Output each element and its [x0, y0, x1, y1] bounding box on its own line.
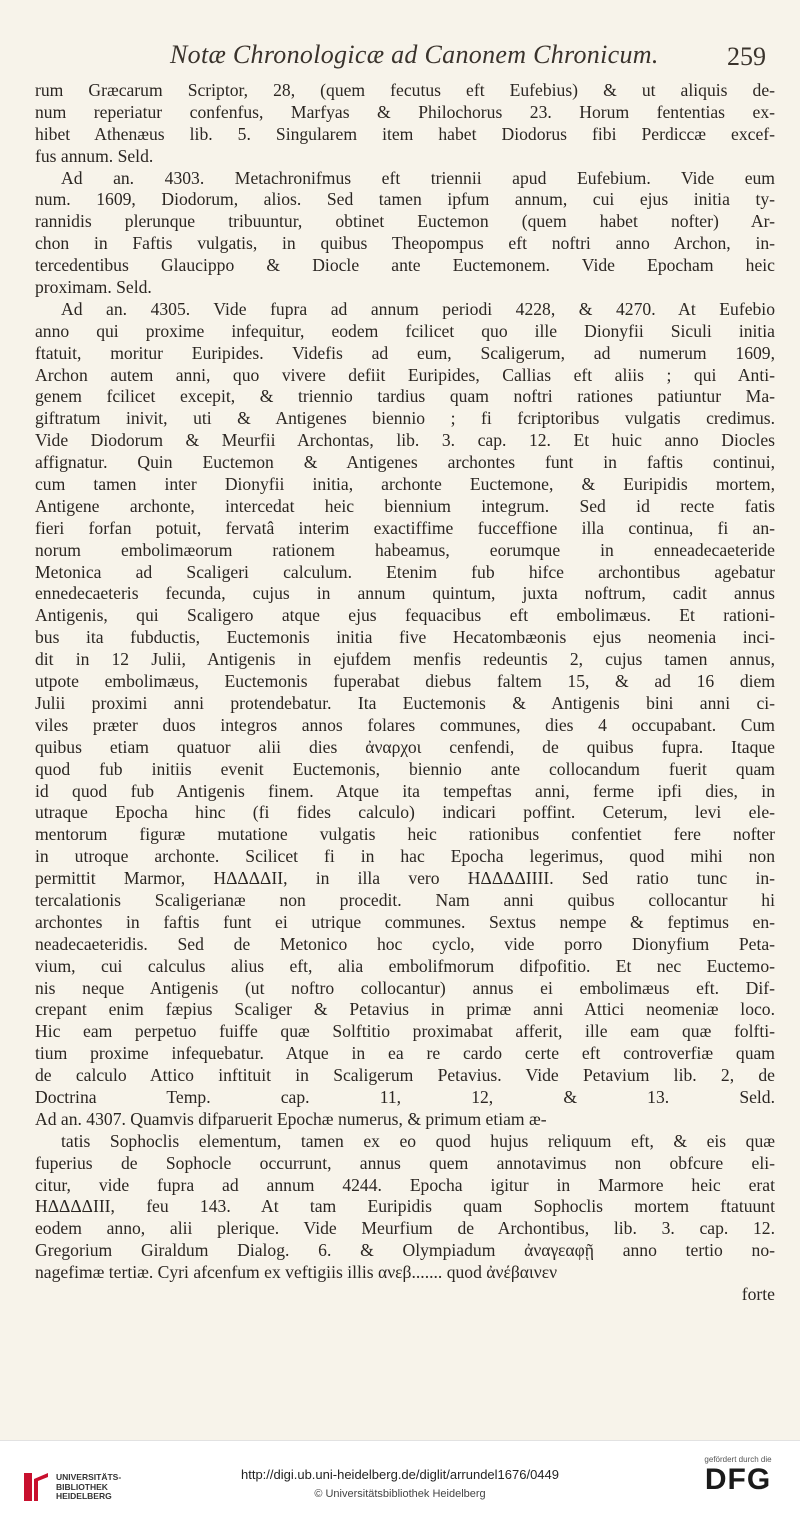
text-line: fieri forfan potuit, fervatâ interim exactiffime fucceffione illa continua, fi an-: [35, 517, 775, 538]
text-line: de calculo Attico inftituit in Scaligerum Petavius. Vide Petavium lib. 2, de: [35, 1065, 775, 1086]
text-line: viles præter duos integros annos folares communes, dies 4 occupabant. Cum: [35, 714, 775, 735]
text-line: num reperiatur confenfus, Marfyas & Philochorus 23. Horum fententias ex-: [35, 101, 775, 122]
text-line: neadecaeteridis. Sed de Metonico hoc cyclo, vide porro Dionyfium Peta-: [35, 933, 775, 954]
text-line: ftatuit, moritur Euripides. Videfis ad eum, Scaligerum, ad numerum 1609,: [35, 342, 775, 363]
text-line: tercalationis Scaligerianæ non procedit. Nam anni quibus collocantur hi: [35, 889, 775, 910]
text-line: quod fub initiis evenit Euctemonis, biennio ante collocandum fuerit quam: [35, 758, 775, 779]
text-line: chon in Faftis vulgatis, in quibus Theopompus eft noftri anno Archon, in-: [35, 233, 775, 254]
text-line: nagefimæ tertiæ. Cyri afcenfum ex veftigiis illis ανεβ....... quod ἀνέβαινεν: [35, 1262, 558, 1283]
text-line: norum embolimæorum rationem habeamus, eorumque in enneadecaeteride: [35, 539, 775, 560]
library-name: UNIVERSITÄTS- BIBLIOTHEK HEIDELBERG: [56, 1472, 122, 1502]
running-title: Notæ Chronologicæ ad Canonem Chronicum.: [170, 40, 659, 69]
text-line: anno qui proxime infequitur, eodem fcilicet quo ille Dionyfii Siculi initia: [35, 320, 775, 341]
text-line: ennedecaeteris fecunda, cujus in annum quintum, juxta noftrum, cadit annus: [35, 583, 775, 604]
text-line: Gregorium Giraldum Dialog. 6. & Olympiadum ἀναγεαφῇ anno tertio no-: [35, 1240, 775, 1261]
text-line: Ad an. 4307. Quamvis difparuerit Epochæ numerus, & primum etiam æ-: [35, 1108, 547, 1129]
text-line: cum tamen inter Dionyfii initia, archonte Euctemone, & Euripidis mortem,: [35, 474, 775, 495]
text-line: Ad an. 4303. Metachronifmus eft triennii apud Eufebium. Vide eum: [61, 167, 775, 188]
text-line: bus ita fubductis, Euctemonis initia five Hecatombæonis ejus neomenia inci-: [35, 627, 775, 648]
text-line: Antigenis, qui Scaligero atque ejus fequacibus eft embolimæus. Et rationi-: [35, 605, 775, 626]
text-line: vium, cui calculus alius eft, alia embolifmorum difpofitio. Et nec Euctemo-: [35, 955, 775, 976]
text-line: Ad an. 4305. Vide fupra ad annum periodi 4228, & 4270. At Eufebio: [61, 298, 775, 319]
dfg-logo[interactable]: [698, 1455, 778, 1507]
text-line: tercedentibus Glaucippo & Diocle ante Euctemonem. Vide Epocham heic: [35, 255, 775, 276]
running-head: [0, 30, 800, 70]
text-line: dit in 12 Julii, Antigenis in ejufdem menfis redeuntis 2, cujus tamen annus,: [35, 649, 775, 670]
text-line: id quod fub Antigenis finem. Atque ita tempeftas anni, ferme ipfi dies, in: [35, 780, 775, 801]
funder-caption: gefördert durch die: [704, 1455, 772, 1464]
text-line: citur, vide fupra ad annum 4244. Epocha igitur in Marmore heic erat: [35, 1174, 775, 1195]
page-number: 259: [727, 42, 766, 71]
text-line: forte: [741, 1283, 775, 1304]
body-text: [35, 80, 775, 1306]
text-line: num. 1609, Diodorum, alios. Sed tamen ipfum annum, cui ejus initia ty-: [35, 189, 775, 210]
text-line: fus annum. Seld.: [35, 145, 154, 166]
text-line: Hic eam perpetuo fuiffe quæ Solftitio proximabat afferit, ille eam quæ folfti-: [35, 1021, 775, 1042]
text-line: eodem anno, alii plerique. Vide Meurfium de Archontibus, lib. 3. cap. 12.: [35, 1218, 775, 1239]
text-line: tium proxime infequebatur. Atque in ea re cardo certe eft controverfiæ quam: [35, 1043, 775, 1064]
text-line: Vide Diodorum & Meurfii Archontas, lib. 3. cap. 12. Et huic anno Diocles: [35, 430, 775, 451]
text-line: mentorum figuræ mutatione vulgatis heic rationibus confentiet fere nofter: [35, 824, 775, 845]
text-line: crepant enim fæpius Scaliger & Petavius in primæ anni Attici neomeniæ loco.: [35, 999, 775, 1020]
text-line: archontes in faftis funt ei utrique communes. Sextus nempe & feptimus en-: [35, 911, 775, 932]
text-line: genem fcilicet excepit, & triennio tardius quam noftri rationes patiuntur Ma-: [35, 386, 775, 407]
text-line: rum Græcarum Scriptor, 28, (quem fecutus eft Eufebius) & ut aliquis de-: [35, 80, 775, 100]
text-line: Metonica ad Scaligeri calculum. Etenim fub hifce archontibus agebatur: [35, 561, 775, 582]
text-line: tatis Sophoclis elementum, tamen ex eo quod hujus reliquum eft, & eis quæ: [61, 1130, 775, 1151]
text-line: utpote embolimæus, Euctemonis fuperabat diebus faltem 15, & ad 16 diem: [35, 671, 775, 692]
text-line: Julii proximi anni protendebatur. Ita Euctemonis & Antigenis bini anni ci-: [35, 692, 775, 713]
permalink-link[interactable]: http://digi.ub.uni-heidelberg.de/diglit/arrundel1676/0449: [240, 1467, 559, 1482]
copyright-notice: © Universitätsbibliothek Heidelberg: [314, 1488, 486, 1500]
text-line: quibus etiam quatuor alii dies ἀναρχοι cenfendi, de quibus fupra. Itaque: [35, 736, 775, 757]
text-line: in utroque archonte. Scilicet fi in hac Epocha legerimus, quod mihi non: [35, 846, 775, 867]
text-line: nis neque Antigenis (ut noftro collocantur) annus ei embolimæus eft. Dif-: [35, 977, 775, 998]
text-line: Doctrina Temp. cap. 11, 12, & 13. Seld.: [35, 1086, 775, 1107]
text-line: Antigene archonte, intercedat heic biennium integrum. Sed id recte fatis: [35, 495, 775, 516]
text-line: hibet Athenæus lib. 5. Singularem item habet Diodorus fibi Perdiccæ excef-: [35, 123, 775, 144]
text-line: affignatur. Quin Euctemon & Antigenes archontes funt in faftis continui,: [35, 452, 775, 473]
footer-bar: [0, 1440, 800, 1518]
dfg-mark: DFG: [704, 1463, 772, 1496]
text-line: utraque Epocha hinc (fi fides calculo) indicari poffint. Ceterum, levi ele-: [35, 802, 775, 823]
text-line: proximam. Seld.: [35, 277, 152, 298]
text-line: fuperius de Sophocle occurrunt, annus quem annotavimus non obfcure eli-: [35, 1152, 775, 1173]
text-line: permittit Marmor, HΔΔΔΔΙΙ, in illa vero HΔΔΔΔΙΙΙΙ. Sed ratio tunc in-: [35, 868, 775, 889]
text-line: rannidis plerunque tribuuntur, obtinet Euctemon (quem habet nofter) Ar-: [35, 211, 775, 232]
text-line: HΔΔΔΔΙΙΙ, feu 143. At tam Euripidis quam Sophoclis mortem ftatuunt: [35, 1196, 775, 1217]
text-line: Archon autem anni, quo vivere defiit Euripides, Callias eft aliis ; qui Anti-: [35, 364, 775, 385]
text-line: giftratum inivit, uti & Antigenes biennio ; fi fcriptoribus vulgatis credimus.: [35, 408, 775, 429]
